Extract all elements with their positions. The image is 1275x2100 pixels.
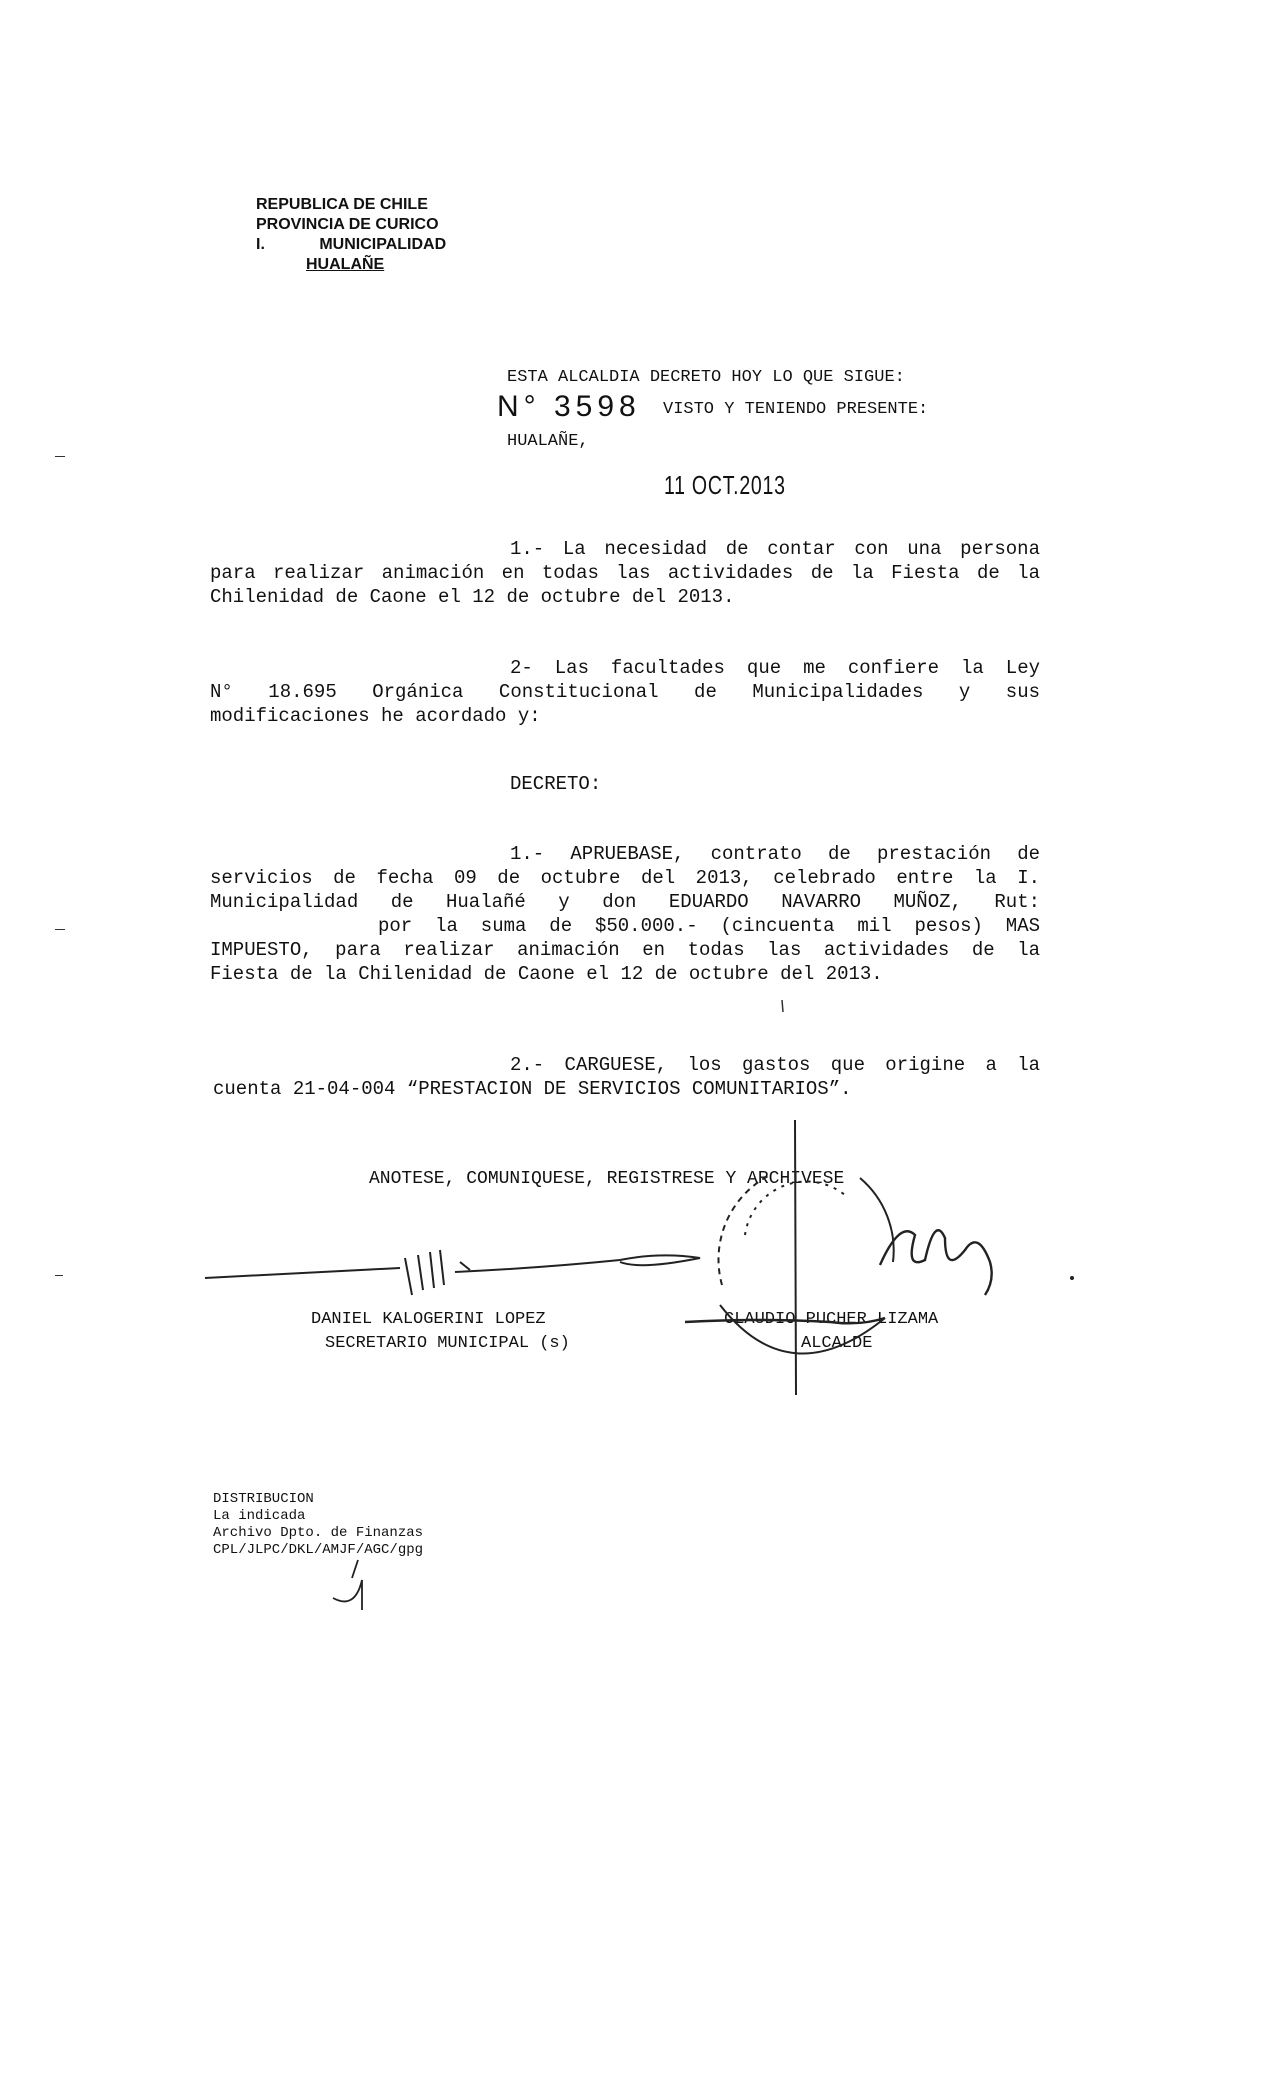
signature-secretario [205, 1250, 700, 1295]
signature-stroke [782, 1000, 783, 1012]
letterhead-commune: HUALAÑE [306, 256, 385, 273]
distribution-initials: CPL/JLPC/DKL/AMJF/AGC/gpg [213, 1542, 424, 1558]
distribution-title: DISTRIBUCION [213, 1491, 314, 1507]
signatory-right-title: ALCALDE [801, 1334, 873, 1353]
considerando-2-line-2: N° 18.695 Orgánica Constitucional de Municipalidades y sus [210, 681, 1040, 703]
letterhead-municipality-name: MUNICIPALIDAD [319, 236, 447, 253]
date-stamp: 11 OCT.2013 [664, 470, 786, 500]
distribution-item: Archivo Dpto. de Finanzas [213, 1525, 424, 1541]
article-1-line-1: 1.- APRUEBASE, contrato de prestación de [510, 843, 1040, 865]
decree-number: N° 3598 [497, 390, 641, 423]
considerando-1-line-3: Chilenidad de Caone el 12 de octubre del 2013. [210, 586, 735, 608]
article-1-line-2: servicios de fecha 09 de octubre del 2013, celebrado entre la I. [210, 867, 1040, 889]
place-label: HUALAÑE, [507, 432, 589, 451]
decree-intro: ESTA ALCALDIA DECRETO HOY LO QUE SIGUE: [507, 368, 905, 387]
article-2-line-1: 2.- CARGUESE, los gastos que origine a la [510, 1054, 1040, 1076]
article-1-line-5: IMPUESTO, para realizar animación en todas las actividades de la [210, 939, 1040, 961]
signatory-left-title: SECRETARIO MUNICIPAL (s) [325, 1334, 570, 1353]
decreto-title: DECRETO: [510, 773, 602, 795]
considerando-1-line-2: para realizar animación en todas las actividades de la Fiesta de la [210, 562, 1040, 584]
article-2-line-2: cuenta 21-04-004 “PRESTACION DE SERVICIOS COMUNITARIOS”. [213, 1078, 852, 1100]
initials-checkmark [333, 1560, 362, 1610]
letterhead-municipality-prefix: I. [256, 236, 265, 253]
municipal-seal [719, 1175, 894, 1354]
considerando-2-line-1: 2- Las facultades que me confiere la Ley [510, 657, 1040, 679]
letterhead-province: PROVINCIA DE CURICO [256, 216, 439, 233]
article-1-line-3: Municipalidad de Hualañé y don EDUARDO NAVARRO MUÑOZ, Rut: [210, 891, 1040, 913]
signature-stroke [795, 1120, 796, 1395]
letterhead-country: REPUBLICA DE CHILE [256, 196, 428, 213]
visto-heading: VISTO Y TENIENDO PRESENTE: [663, 400, 929, 419]
signatory-right-name: CLAUDIO PUCHER LIZAMA [724, 1310, 939, 1329]
signature-alcalde [685, 1230, 992, 1323]
considerando-1-line-1: 1.- La necesidad de contar con una persona [510, 538, 1040, 560]
ink-dot [1070, 1276, 1074, 1280]
article-1-line-4: por la suma de $50.000.- (cincuenta mil pesos) MAS [378, 915, 1040, 937]
article-1-line-6: Fiesta de la Chilenidad de Caone el 12 de octubre del 2013. [210, 963, 883, 985]
signatory-left-name: DANIEL KALOGERINI LOPEZ [311, 1310, 546, 1329]
considerando-2-line-3: modificaciones he acordado y: [210, 705, 541, 727]
distribution-item: La indicada [213, 1508, 306, 1524]
closing-formula: ANOTESE, COMUNIQUESE, REGISTRESE Y ARCHIVESE [369, 1169, 845, 1189]
